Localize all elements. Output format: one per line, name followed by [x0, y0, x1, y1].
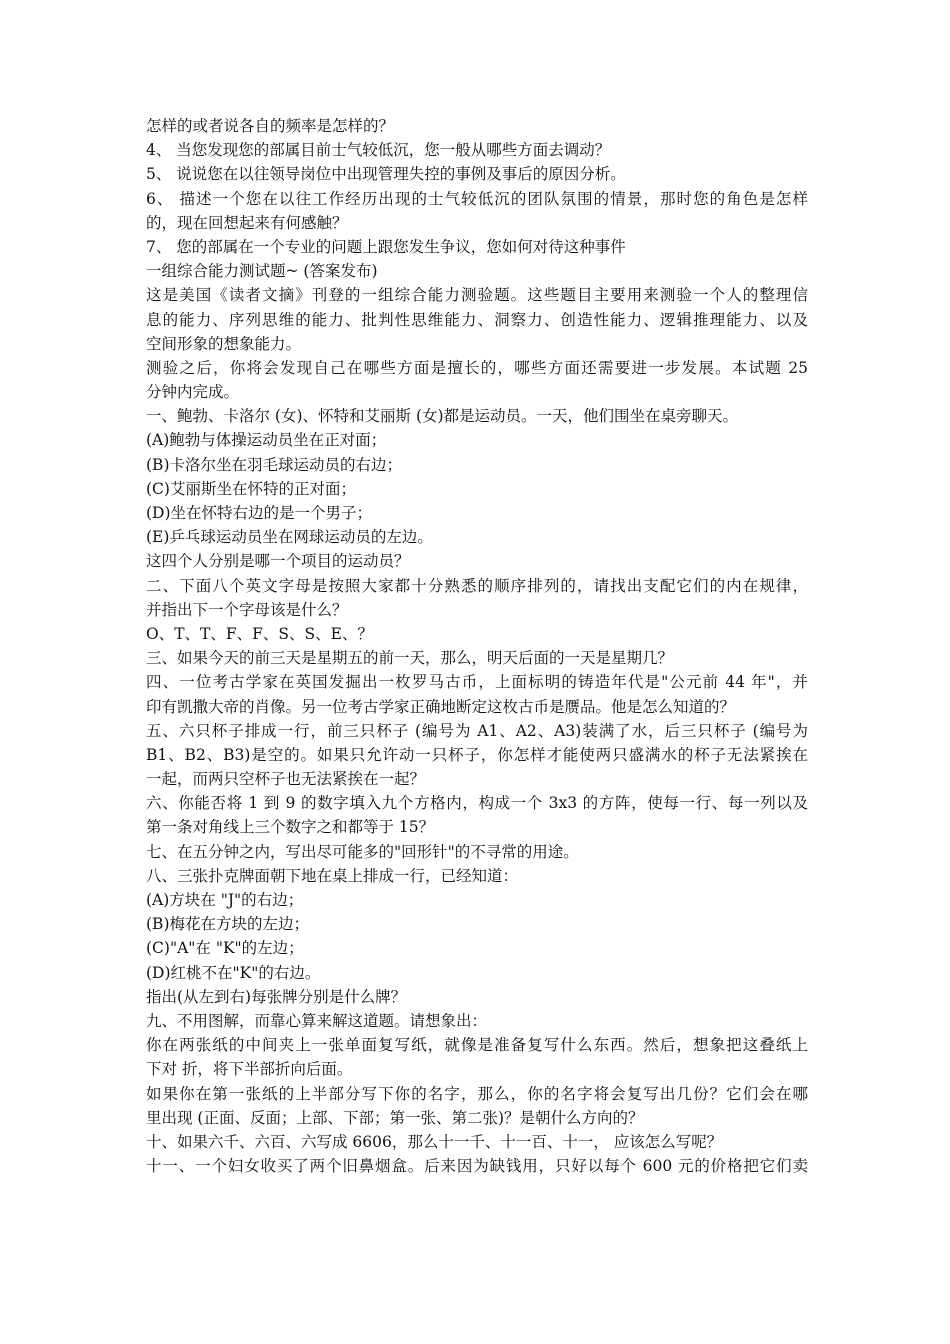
text-line: (A)鲍勃与体操运动员坐在正对面；: [146, 431, 387, 450]
text-line: 息的能力、序列思维的能力、批判性思维能力、洞察力、创造性能力、逻辑推理能力、以及: [146, 310, 808, 329]
text-line: (D)坐在怀特右边的是一个男子；: [146, 504, 373, 522]
text-line: B1、B2、B3)是空的。如果只允许动一只杯子，你怎样才能使两只盛满水的杯子无法紧挨在: [146, 745, 808, 764]
text-line: 一、鲍勃、卡洛尔 (女)、怀特和艾丽斯 (女)都是运动员。一天，他们围坐在桌旁聊天。: [146, 407, 739, 426]
text-line: 一组综合能力测试题~ (答案发布): [146, 262, 378, 281]
text-line: (A)方块在 "J"的右边；: [146, 891, 304, 909]
text-line: 七、在五分钟之内，写出尽可能多的"回形针"的不寻常的用途。: [146, 842, 579, 861]
text-line: 测验之后，你将会发现自己在哪些方面是擅长的，哪些方面还需要进一步发展。本试题 25: [146, 358, 808, 377]
text-line: 7、 您的部属在一个专业的问题上跟您发生争议，您如何对待这种事件: [146, 237, 626, 256]
text-line: (B)卡洛尔坐在羽毛球运动员的右边；: [146, 455, 402, 474]
text-line: 这四个人分别是哪一个项目的运动员？: [146, 552, 410, 571]
text-line: 六、你能否将 1 到 9 的数字填入九个方格内，构成一个 3x3 的方阵，使每一行、每一列以及: [146, 794, 808, 813]
text-line: (E)乒乓球运动员坐在网球运动员的左边。: [146, 528, 433, 547]
text-line: 四、一位考古学家在英国发掘出一枚罗马古币，上面标明的铸造年代是"公元前 44 年"，并: [146, 673, 808, 692]
text-line: 第一条对角线上三个数字之和都等于 15？: [146, 818, 435, 837]
text-line: 十、如果六千、六百、六写成 6606，那么十一千、十一百、十一， 应该怎么写呢？: [146, 1132, 723, 1151]
text-line: 五、六只杯子排成一行，前三只杯子 (编号为 A1、A2、A3)装满了水，后三只杯子 (编号为: [146, 721, 808, 740]
text-line: 三、如果今天的前三天是星期五的前一天，那么，明天后面的一天是星期几？: [146, 649, 674, 668]
text-line: 空间形象的想象能力。: [146, 334, 302, 353]
text-line: 的，现在回想起来有何感触？: [146, 213, 348, 232]
text-line: 八、三张扑克牌面朝下地在桌上排成一行，已经知道：: [146, 866, 519, 885]
text-line: 如果你在第一张纸的上半部分写下你的名字，那么，你的名字将会复写出几份？它们会在哪: [146, 1084, 808, 1103]
text-line: 十一、一个妇女收买了两个旧鼻烟盒。后来因为缺钱用，只好以每个 600 元的价格把它们卖: [146, 1157, 808, 1176]
text-line: 6、 描述一个您在以往工作经历出现的士气较低沉的团队氛围的情景，那时您的角色是怎样: [146, 189, 808, 208]
text-line: (C)"A"在 "K"的左边；: [146, 939, 304, 958]
text-line: 分钟内完成。: [146, 383, 240, 402]
text-line: 你在两张纸的中间夹上一张单面复写纸，就像是准备复写什么东西。然后，想象把这叠纸上: [146, 1036, 808, 1055]
text-line: 并指出下一个字母该是什么？: [146, 600, 348, 619]
text-line: 5、 说说您在以往领导岗位中出现管理失控的事例及事后的原因分析。: [146, 165, 626, 184]
text-line: (D)红桃不在"K"的右边。: [146, 963, 321, 982]
text-line: 怎样的或者说各自的频率是怎样的？: [146, 117, 395, 135]
text-line: 里出现 (正面、反面；上部、下部；第一张、第二张)？是朝什么方向的？: [146, 1108, 644, 1127]
text-line: 一起，而两只空杯子也无法紧挨在一起？: [146, 770, 426, 789]
text-line: (B)梅花在方块的左边；: [146, 915, 309, 934]
text-line: 九、不用图解，而靠心算来解这道题。请想象出：: [146, 1011, 488, 1030]
text-line: (C)艾丽斯坐在怀特的正对面；: [146, 479, 356, 498]
text-line: 4、 当您发现您的部属目前士气较低沉，您一般从哪些方面去调动？: [146, 141, 611, 160]
text-line: 指出(从左到右)每张牌分别是什么牌？: [146, 987, 407, 1006]
text-line: 二、下面八个英文字母是按照大家都十分熟悉的顺序排列的，请找出支配它们的内在规律，: [146, 576, 808, 595]
text-line: 印有凯撒大帝的肖像。另一位考古学家正确地断定这枚古币是赝品。他是怎么知道的？: [146, 697, 736, 716]
document-body: [146, 114, 808, 1178]
text-line: 这是美国《读者文摘》刊登的一组综合能力测验题。这些题目主要用来测验一个人的整理信: [146, 286, 808, 305]
text-line: 下对 折，将下半部折向后面。: [146, 1060, 353, 1079]
text-line: O、T、T、F、F、S、S、E、？: [146, 624, 373, 643]
